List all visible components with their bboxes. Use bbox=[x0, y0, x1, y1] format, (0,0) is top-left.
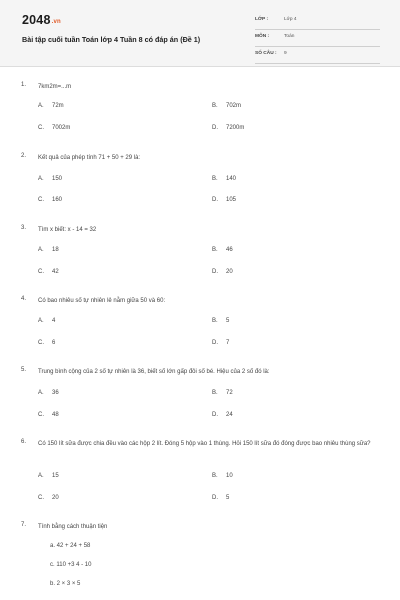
option-letter: A. bbox=[38, 318, 44, 324]
option-text: 702m bbox=[226, 103, 242, 109]
option-text: 20 bbox=[226, 269, 233, 275]
logo-suffix: .vn bbox=[51, 19, 61, 25]
option-letter: D. bbox=[212, 125, 218, 131]
option-letter: A. bbox=[38, 103, 44, 109]
option-letter: C. bbox=[38, 269, 44, 275]
worksheet-header bbox=[0, 0, 400, 67]
option-letter: D. bbox=[212, 269, 218, 275]
option-text: 36 bbox=[52, 390, 59, 396]
option-letter: D. bbox=[212, 412, 218, 418]
option-letter: A. bbox=[38, 473, 44, 479]
option-letter: B. bbox=[212, 390, 218, 396]
question-text: Tìm x biết: x - 14 = 32 bbox=[38, 227, 97, 233]
meta-value: Lớp 4 bbox=[284, 17, 297, 22]
meta-row-question-count bbox=[255, 49, 380, 64]
option-letter: A. bbox=[38, 390, 44, 396]
option-b[interactable] bbox=[212, 247, 233, 253]
question-text: 7km2m=...m bbox=[38, 84, 72, 90]
option-letter: B. bbox=[212, 247, 218, 253]
option-letter: C. bbox=[38, 495, 44, 501]
option-text: 150 bbox=[52, 176, 63, 182]
option-text: 20 bbox=[52, 495, 59, 501]
option-b[interactable] bbox=[212, 176, 236, 182]
question-text: Tính bằng cách thuận tiện bbox=[38, 524, 108, 530]
option-a[interactable] bbox=[38, 247, 59, 253]
option-text: 24 bbox=[226, 412, 233, 418]
question-number: 7. bbox=[21, 522, 27, 528]
option-text: 7 bbox=[226, 340, 230, 346]
option-d[interactable] bbox=[212, 495, 229, 501]
meta-row-class bbox=[255, 15, 380, 30]
question-number: 5. bbox=[21, 367, 27, 373]
option-b[interactable] bbox=[212, 103, 241, 109]
meta-value: 9 bbox=[284, 51, 287, 56]
question-number: 1. bbox=[21, 82, 27, 88]
question-number: 3. bbox=[21, 225, 27, 231]
option-a[interactable] bbox=[38, 103, 64, 109]
option-a[interactable] bbox=[38, 318, 55, 324]
question-text: Trung bình cộng của 2 số tự nhiên là 36, biết số lớn gấp đôi số bé. Hiệu của 2 số đó là: bbox=[38, 369, 270, 375]
meta-row-subject bbox=[255, 32, 380, 47]
option-d[interactable] bbox=[212, 197, 236, 203]
meta-label: SỐ CÂU : bbox=[255, 51, 277, 56]
option-letter: C. bbox=[38, 412, 44, 418]
question-number: 6. bbox=[21, 439, 27, 445]
option-letter: B. bbox=[212, 318, 218, 324]
site-logo[interactable] bbox=[22, 13, 61, 27]
question-text: Có 150 lít sữa được chia đều vào các hộp 2 lít. Đóng 5 hộp vào 1 thùng. Hỏi 150 lít sữa đó đóng được bao nhiêu thùng sữa? bbox=[38, 441, 371, 447]
sub-item: b. 2 × 3 × 5 bbox=[50, 581, 81, 587]
option-letter: C. bbox=[38, 125, 44, 131]
question-text: Có bao nhiêu số tự nhiên lẻ nằm giữa 50 và 60: bbox=[38, 298, 166, 304]
option-letter: B. bbox=[212, 103, 218, 109]
option-d[interactable] bbox=[212, 269, 233, 275]
option-text: 18 bbox=[52, 247, 59, 253]
option-d[interactable] bbox=[212, 340, 229, 346]
worksheet-title: Bài tập cuối tuần Toán lớp 4 Tuần 8 có đáp án (Đề 1) bbox=[22, 35, 201, 44]
option-c[interactable] bbox=[38, 125, 70, 131]
option-text: 72 bbox=[226, 390, 233, 396]
option-b[interactable] bbox=[212, 390, 233, 396]
option-b[interactable] bbox=[212, 473, 233, 479]
option-text: 140 bbox=[226, 176, 237, 182]
option-text: 105 bbox=[226, 197, 237, 203]
option-a[interactable] bbox=[38, 176, 62, 182]
option-c[interactable] bbox=[38, 197, 62, 203]
option-text: 160 bbox=[52, 197, 63, 203]
option-letter: A. bbox=[38, 247, 44, 253]
option-letter: D. bbox=[212, 340, 218, 346]
option-letter: B. bbox=[212, 473, 218, 479]
question-number: 4. bbox=[21, 296, 27, 302]
option-text: 42 bbox=[52, 269, 59, 275]
option-letter: C. bbox=[38, 197, 44, 203]
option-text: 46 bbox=[226, 247, 233, 253]
meta-value: Toán bbox=[284, 34, 295, 39]
sub-item: a. 42 + 24 + 58 bbox=[50, 543, 91, 549]
option-d[interactable] bbox=[212, 412, 233, 418]
option-text: 72m bbox=[52, 103, 64, 109]
option-text: 4 bbox=[52, 318, 56, 324]
option-text: 48 bbox=[52, 412, 59, 418]
option-c[interactable] bbox=[38, 269, 59, 275]
option-c[interactable] bbox=[38, 340, 55, 346]
option-text: 5 bbox=[226, 318, 230, 324]
option-text: 5 bbox=[226, 495, 230, 501]
worksheet-meta bbox=[255, 15, 380, 66]
logo-number: 2048 bbox=[22, 13, 51, 27]
option-letter: D. bbox=[212, 495, 218, 501]
option-letter: B. bbox=[212, 176, 218, 182]
option-text: 10 bbox=[226, 473, 233, 479]
sub-item: c. 110 +3 4 - 10 bbox=[50, 562, 92, 568]
option-letter: A. bbox=[38, 176, 44, 182]
option-b[interactable] bbox=[212, 318, 229, 324]
option-text: 15 bbox=[52, 473, 59, 479]
option-text: 7002m bbox=[52, 125, 71, 131]
option-d[interactable] bbox=[212, 125, 244, 131]
option-a[interactable] bbox=[38, 473, 59, 479]
meta-label: MÔN : bbox=[255, 34, 270, 39]
option-text: 7200m bbox=[226, 125, 245, 131]
option-c[interactable] bbox=[38, 495, 59, 501]
question-number: 2. bbox=[21, 153, 27, 159]
option-a[interactable] bbox=[38, 390, 59, 396]
question-text: Kết quả của phép tính 71 + 50 + 29 là: bbox=[38, 155, 141, 161]
option-text: 6 bbox=[52, 340, 56, 346]
option-c[interactable] bbox=[38, 412, 59, 418]
option-letter: D. bbox=[212, 197, 218, 203]
option-letter: C. bbox=[38, 340, 44, 346]
meta-label: LỚP : bbox=[255, 17, 269, 22]
